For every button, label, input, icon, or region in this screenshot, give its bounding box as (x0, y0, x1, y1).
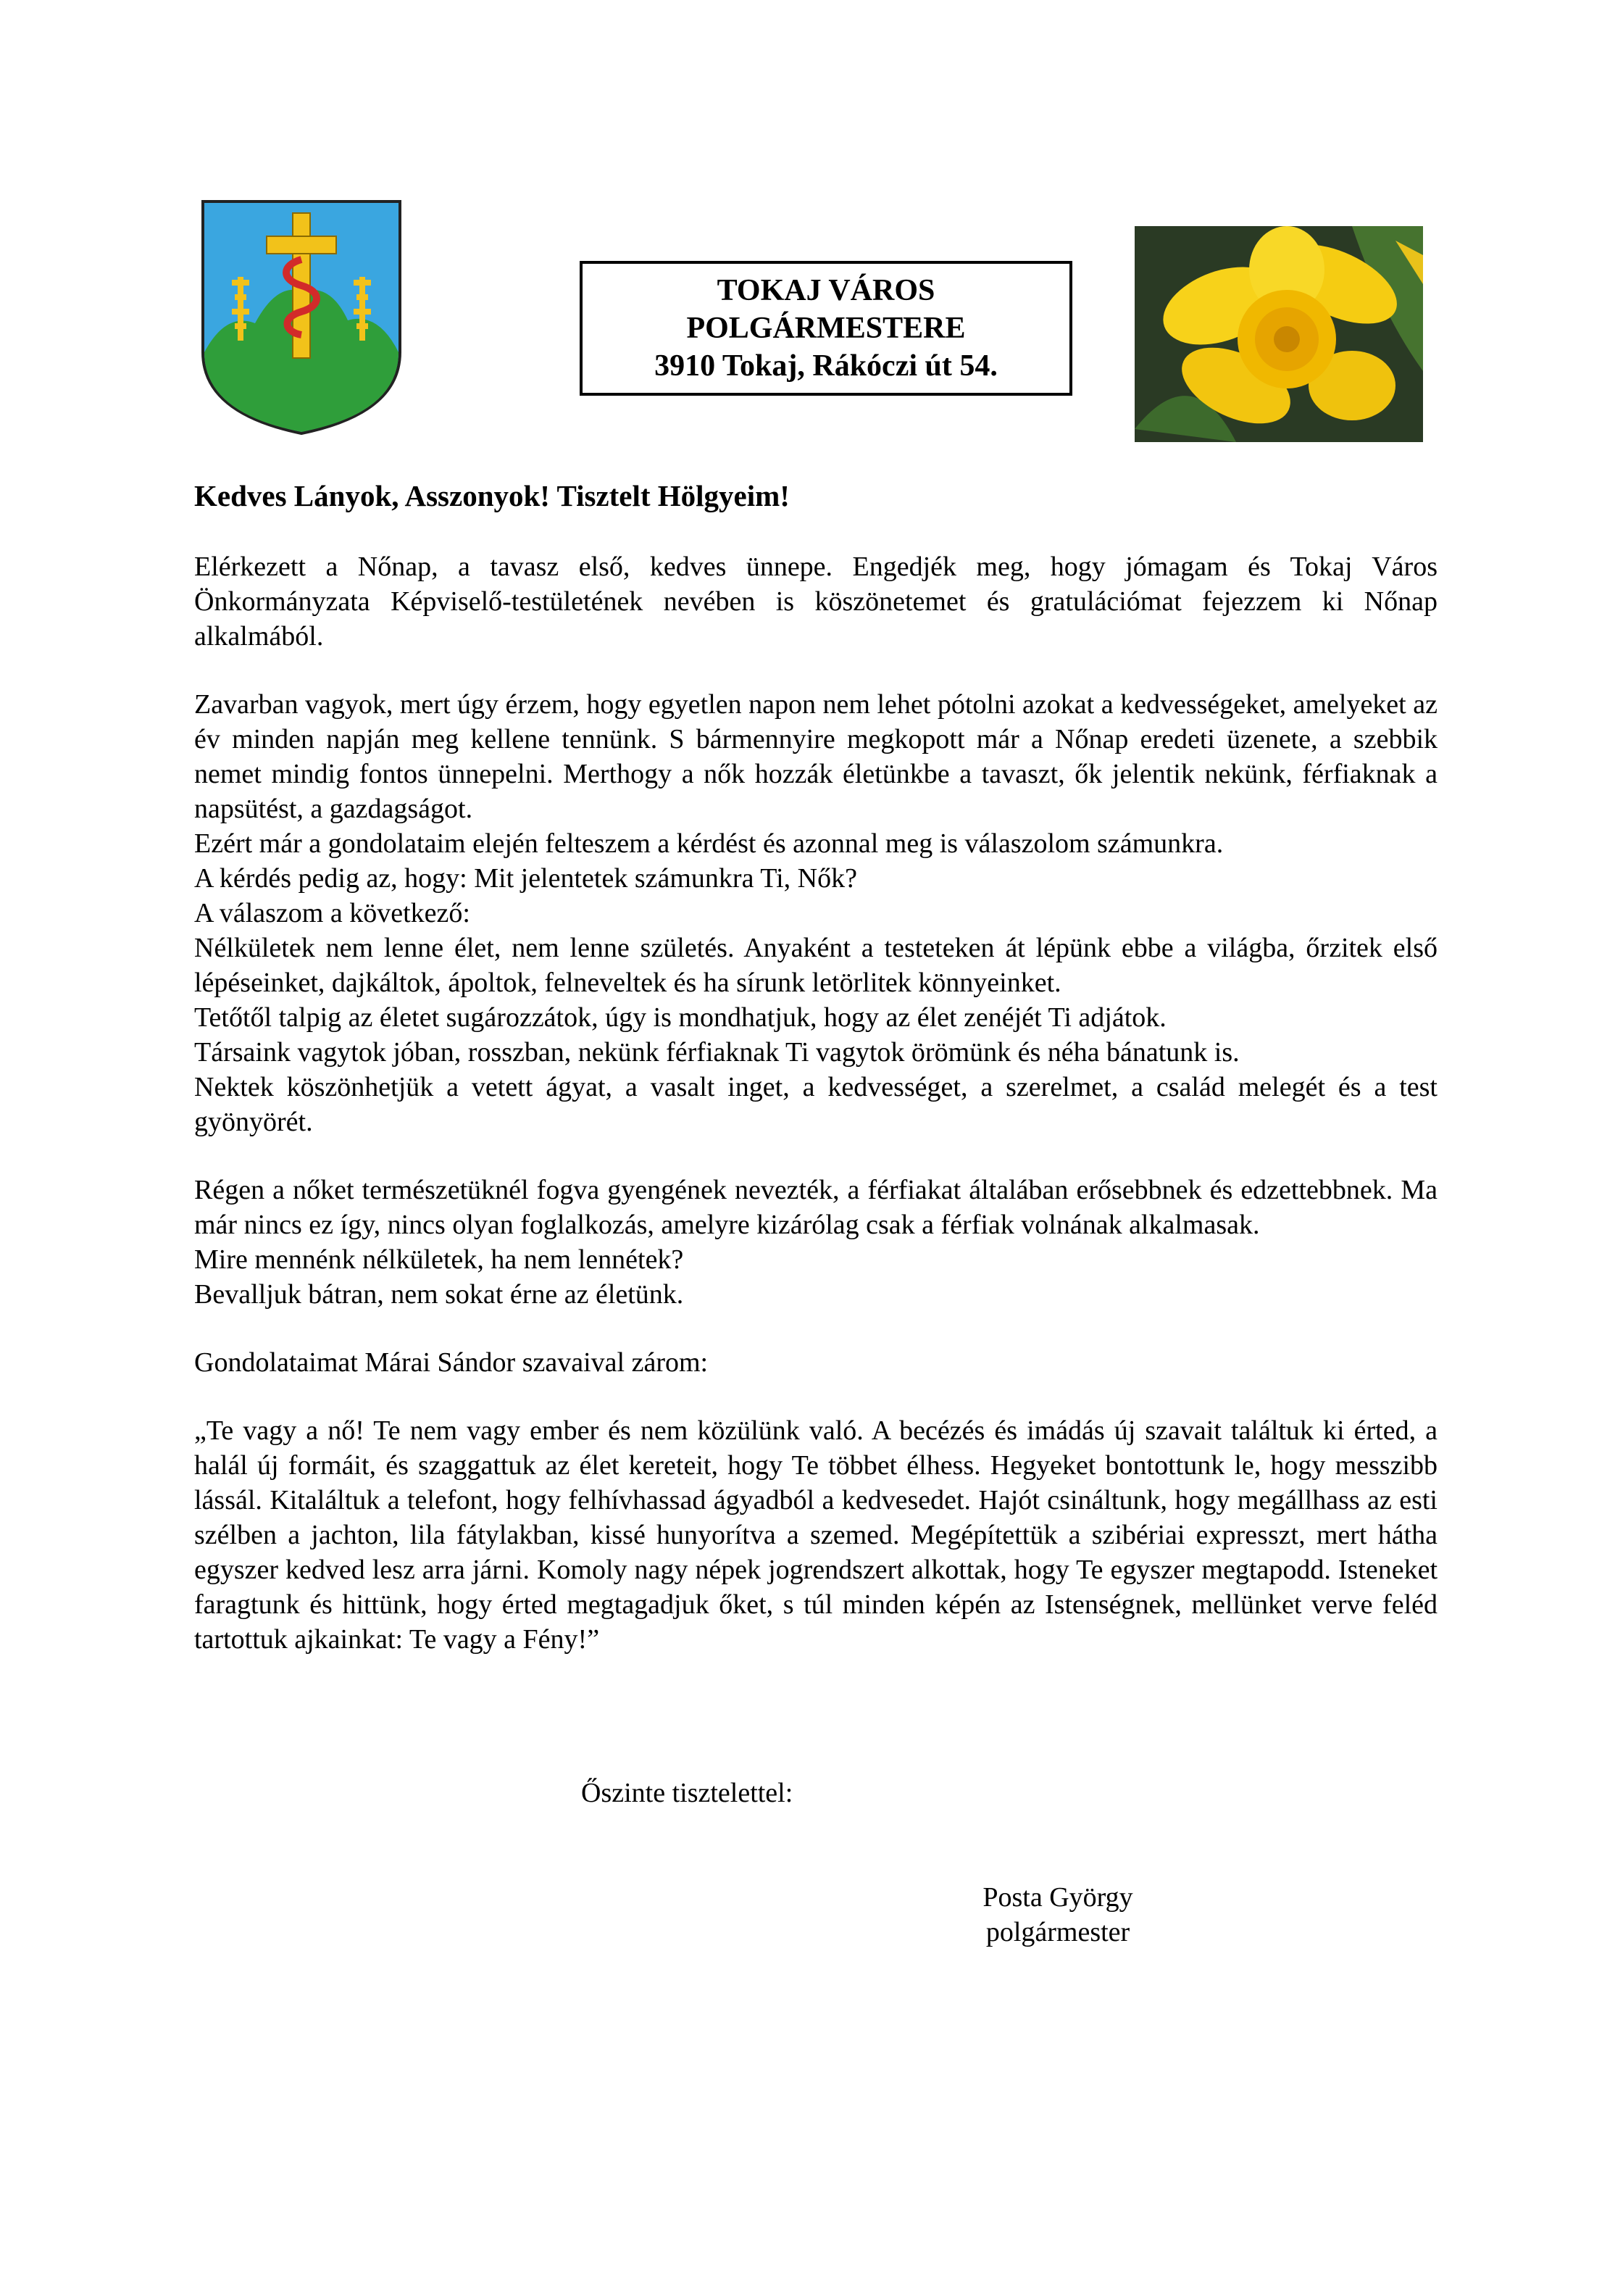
paragraph-text: Ezért már a gondolataim elején felteszem a kérdést és azonnal meg is válaszolom számunkra. (194, 828, 1224, 859)
paragraph-text: Tetőtől talpig az életet sugározzátok, úgy is mondhatjuk, hogy az élet zenéjét Ti adjátok. (194, 1002, 1167, 1033)
closing-line: Őszinte tisztelettel: (581, 1778, 793, 1808)
daffodil-icon (1135, 226, 1423, 442)
letterhead-city: TOKAJ VÁROS (717, 274, 935, 307)
paragraph-text: Nektek köszönhetjük a vetett ágyat, a vasalt inget, a kedvességet, a szerelmet, a család melegét és a test gyönyörét. (194, 1072, 1438, 1137)
paragraph-text: Régen a nőket természetüknél fogva gyengének nevezték, a férfiakat általában erősebbnek és edzettebbnek. Ma már nincs ez így, nincs olyan foglalkozás, amelyre kizárólag csak a férfiak volnának alkalmasak. (194, 1175, 1438, 1240)
letterhead-address: 3910 Tokaj, Rákóczi út 54. (654, 349, 998, 383)
paragraph-group-3 (194, 1173, 1438, 1312)
paragraph-group-2 (194, 687, 1438, 1139)
signature-block (927, 1880, 1188, 1950)
paragraph-intro: Elérkezett a Nőnap, a tavasz első, kedves ünnepe. Engedjék meg, hogy jómagam és Tokaj Város Önkormányzata Képviselő-testületének nevében is köszönetemet és gratulációmat fejezzem ki Nőnap alkalmából. (194, 552, 1438, 652)
coat-of-arms-icon (197, 196, 406, 438)
paragraph-text: Bevalljuk bátran, nem sokat érne az életünk. (194, 1279, 684, 1310)
paragraph-text: Mire mennénk nélkületek, ha nem lennétek? (194, 1244, 684, 1275)
letter-body (194, 478, 1438, 1690)
paragraph-text: A válaszom a következő: (194, 898, 470, 928)
quote-text: „Te vagy a nő! Te nem vagy ember és nem közülünk való. A becézés és imádás új szavait találtuk ki érted, a halál új formáit, és szaggattuk az élet kereteit, hogy Te többet élhess. Hegyeket bontottunk le, hogy messzibb lássál. Kitaláltuk a telefont, hogy felhívhassad ágyadból a kedvesedet. Hajót csináltunk, hogy megállhass az esti szélben a jachton, lila fátylakban, kissé hunyorítva a szemed. Megépítettük a szibériai expresszt, mert hátha egyszer kedved lesz arra járni. Komoly nagy népek jogrendszert alkottak, hogy Te egyszer megtapodd. Isteneket faragtunk és hittünk, hogy érted megtagadjuk őket, s túl minden képén az Istenségnek, mellünket verve feléd tartottuk ajkainkat: Te vagy a Fény!” (194, 1415, 1438, 1655)
paragraph-quote-intro: Gondolataimat Márai Sándor szavaival zárom: (194, 1347, 709, 1378)
signer-title: polgármester (985, 1917, 1130, 1947)
paragraph-text: Nélkületek nem lenne élet, nem lenne születés. Anyaként a testeteken át lépünk ebbe a világba, őrzitek első lépéseinket, dajkáltok, ápoltok, felneveltek és ha sírunk letörlitek könnyeinket. (194, 933, 1438, 998)
letterhead-office: POLGÁRMESTERE (686, 312, 966, 345)
paragraph-text: Társaink vagytok jóban, rosszban, nekünk férfiaknak Ti vagytok örömünk és néha bánatunk is. (194, 1037, 1240, 1068)
paragraph-text: Zavarban vagyok, mert úgy érzem, hogy egyetlen napon nem lehet pótolni azokat a kedvességeket, amelyeket az év minden napján meg kellene tennünk. S bármennyire megkopott már a Nőnap eredeti üzenete, a szebbik nemet mindig fontos ünnepelni. Merthogy a nők hozzák életünkbe a tavaszt, ők jelentik nekünk, férfiaknak a napsütést, a gazdagságot. (194, 689, 1438, 824)
signer-name: Posta György (982, 1882, 1133, 1913)
greeting: Kedves Lányok, Asszonyok! Tisztelt Hölgyeim! (194, 479, 790, 512)
paragraph-text: A kérdés pedig az, hogy: Mit jelentetek számunkra Ti, Nők? (194, 863, 857, 894)
letterhead-box (580, 261, 1072, 396)
